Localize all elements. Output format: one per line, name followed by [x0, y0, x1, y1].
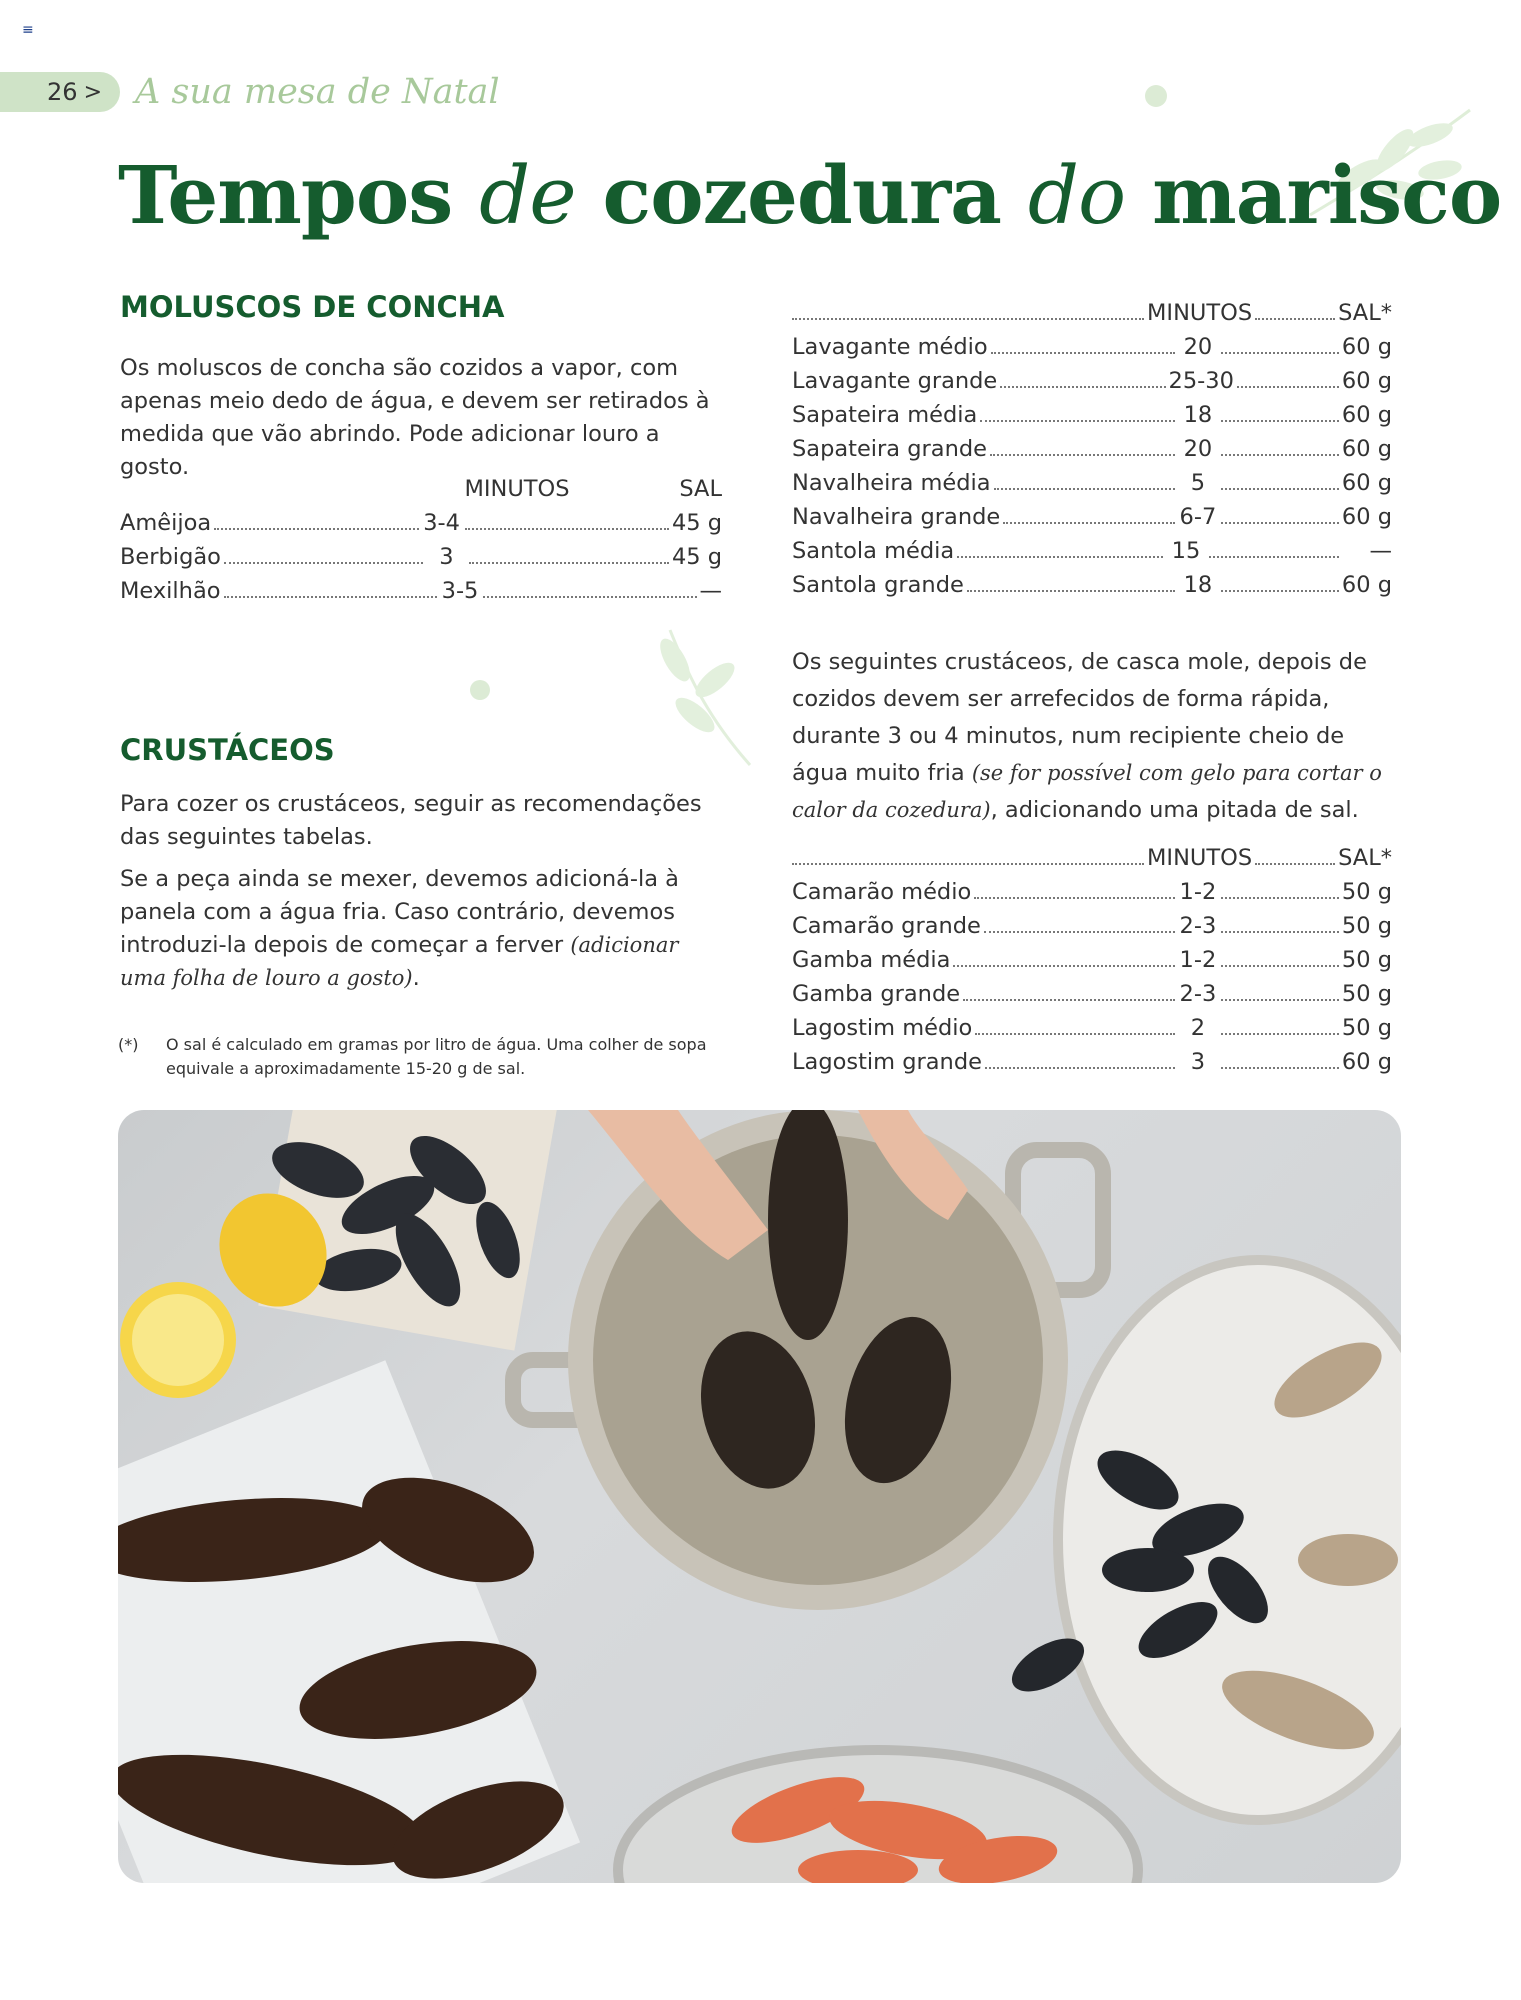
item-name: Berbigão: [120, 544, 221, 570]
leaf-sprig-icon: [640, 620, 760, 770]
soft-shell-italic: (se for possível com gelo para cortar o calor da cozedura): [792, 761, 1382, 822]
item-salt: 60 g: [1341, 436, 1392, 462]
item-minutes: 3-4: [423, 510, 460, 536]
item-salt: 60 g: [1341, 368, 1392, 394]
table-row: [792, 879, 1392, 913]
seafood-photo: [118, 1110, 1401, 1883]
footnote-text: O sal é calculado em gramas por litro de água. Uma colher de sopa equivale a aproximadamente 15-20 g de sal.: [166, 1035, 707, 1078]
crustaceos-heading: CRUSTÁCEOS: [120, 733, 335, 767]
salt-header: SAL*: [1338, 300, 1392, 326]
item-salt: 60 g: [1341, 1049, 1392, 1075]
table-row: [792, 504, 1392, 538]
page-number: 26: [47, 78, 78, 106]
table-row: [792, 402, 1392, 436]
table-row: [792, 538, 1392, 572]
item-name: Lagostim grande: [792, 1049, 982, 1075]
table-row: [792, 572, 1392, 606]
table-row: [120, 578, 722, 612]
item-name: Amêijoa: [120, 510, 212, 536]
item-minutes: 25-30: [1168, 368, 1234, 394]
item-name: Santola média: [792, 538, 955, 564]
item-name: Navalheira média: [792, 470, 991, 496]
table-row: [792, 913, 1392, 947]
item-salt: 45 g: [671, 544, 723, 570]
item-minutes: 3: [439, 544, 454, 570]
table-row: [792, 981, 1392, 1015]
soft-shell-main: Os seguintes crustáceos, de casca mole, depois de cozidos devem ser arrefecidos de forma rápida, durante 3 ou 4 minutos, num recipiente cheio de água muito fria: [792, 649, 1367, 786]
footnote: [118, 1033, 728, 1081]
minutes-header: MINUTOS: [1147, 845, 1253, 871]
title-part: Tempos: [118, 148, 480, 242]
item-name: Gamba média: [792, 947, 951, 973]
salt-header: SAL: [679, 476, 722, 502]
chevron-right-icon: >: [83, 79, 102, 105]
item-salt: 50 g: [1341, 947, 1392, 973]
footnote-mark: (*): [118, 1035, 139, 1054]
item-name: Sapateira grande: [792, 436, 987, 462]
item-minutes: 18: [1183, 572, 1213, 598]
page-number-tab: [0, 72, 120, 112]
table-row: [120, 544, 722, 578]
item-name: Navalheira grande: [792, 504, 1001, 530]
item-minutes: 3: [1190, 1049, 1206, 1075]
item-minutes: 18: [1183, 402, 1213, 428]
minutes-header: MINUTOS: [1147, 300, 1253, 326]
table-row: [792, 436, 1392, 470]
item-name: Mexilhão: [120, 578, 221, 604]
title-part-italic: de: [479, 149, 576, 242]
seafood-illustration: [118, 1110, 1401, 1883]
title-part: marisco: [1125, 148, 1502, 242]
item-salt: 60 g: [1341, 572, 1392, 598]
title-part: cozedura: [575, 148, 1028, 242]
moluscos-heading: MOLUSCOS DE CONCHA: [120, 290, 505, 324]
table-row: [792, 947, 1392, 981]
menu-mark: ≡: [22, 22, 34, 38]
table-header: [120, 476, 722, 510]
table-row: [792, 334, 1392, 368]
item-name: Santola grande: [792, 572, 964, 598]
item-minutes: 1-2: [1179, 947, 1217, 973]
instructions-italic: (adicionar uma folha de louro a gosto): [120, 933, 679, 990]
item-minutes: 2-3: [1179, 913, 1217, 939]
crustaceos-text: Para cozer os crustáceos, seguir as recomendações das seguintes tabelas.: [120, 791, 702, 850]
instructions-end: .: [412, 965, 420, 991]
table-header: [792, 300, 1392, 334]
item-salt: 60 g: [1341, 334, 1392, 360]
item-minutes: 3-5: [441, 578, 479, 604]
item-name: Lavagante grande: [792, 368, 998, 394]
salt-header: SAL*: [1338, 845, 1392, 871]
table-row: [792, 368, 1392, 402]
instructions-text: Se a peça ainda se mexer, devemos adicioná-la à panela com a água fria. Caso contrário, devemos introduzi-la depois de começar a ferver: [120, 866, 679, 958]
item-salt: 50 g: [1341, 981, 1392, 1007]
item-salt: 60 g: [1341, 470, 1392, 496]
item-minutes: 1-2: [1179, 879, 1217, 905]
decorative-dot: [470, 680, 490, 700]
item-salt: —: [1369, 538, 1392, 564]
item-name: Camarão grande: [792, 913, 981, 939]
table-header: [792, 845, 1392, 879]
title-part-italic: do: [1027, 149, 1126, 242]
item-minutes: 5: [1190, 470, 1206, 496]
large-crustaceans-table: [792, 300, 1392, 606]
table-row: [792, 1049, 1392, 1083]
item-minutes: 20: [1183, 436, 1213, 462]
small-crustaceans-table: [792, 845, 1392, 1083]
item-name: Lavagante médio: [792, 334, 988, 360]
item-salt: 60 g: [1341, 402, 1392, 428]
minutes-header: MINUTOS: [464, 476, 570, 502]
decorative-dot: [1145, 85, 1167, 107]
item-salt: 50 g: [1341, 879, 1392, 905]
item-name: Camarão médio: [792, 879, 972, 905]
soft-shell-end: , adicionando uma pitada de sal.: [990, 797, 1359, 823]
moluscos-text: Os moluscos de concha são cozidos a vapor, com apenas meio dedo de água, e devem ser retirados à medida que vão abrindo. Pode adicionar louro a gosto.: [120, 355, 710, 480]
table-row: [792, 1015, 1392, 1049]
item-minutes: 15: [1171, 538, 1201, 564]
crustaceos-instructions: [120, 863, 730, 995]
moluscos-table: [120, 476, 722, 612]
soft-shell-text: [792, 644, 1392, 829]
item-name: Gamba grande: [792, 981, 961, 1007]
item-minutes: 2-3: [1179, 981, 1217, 1007]
item-salt: —: [699, 578, 722, 604]
item-salt: 45 g: [671, 510, 723, 536]
item-salt: 50 g: [1341, 1015, 1392, 1041]
item-salt: 60 g: [1341, 504, 1392, 530]
item-name: Lagostim médio: [792, 1015, 973, 1041]
section-label: A sua mesa de Natal: [135, 72, 500, 112]
item-minutes: 2: [1190, 1015, 1206, 1041]
item-minutes: 20: [1183, 334, 1213, 360]
item-name: Sapateira média: [792, 402, 978, 428]
page-title: [118, 148, 1501, 242]
item-minutes: 6-7: [1179, 504, 1217, 530]
table-row: [792, 470, 1392, 504]
item-salt: 50 g: [1341, 913, 1392, 939]
table-row: [120, 510, 722, 544]
